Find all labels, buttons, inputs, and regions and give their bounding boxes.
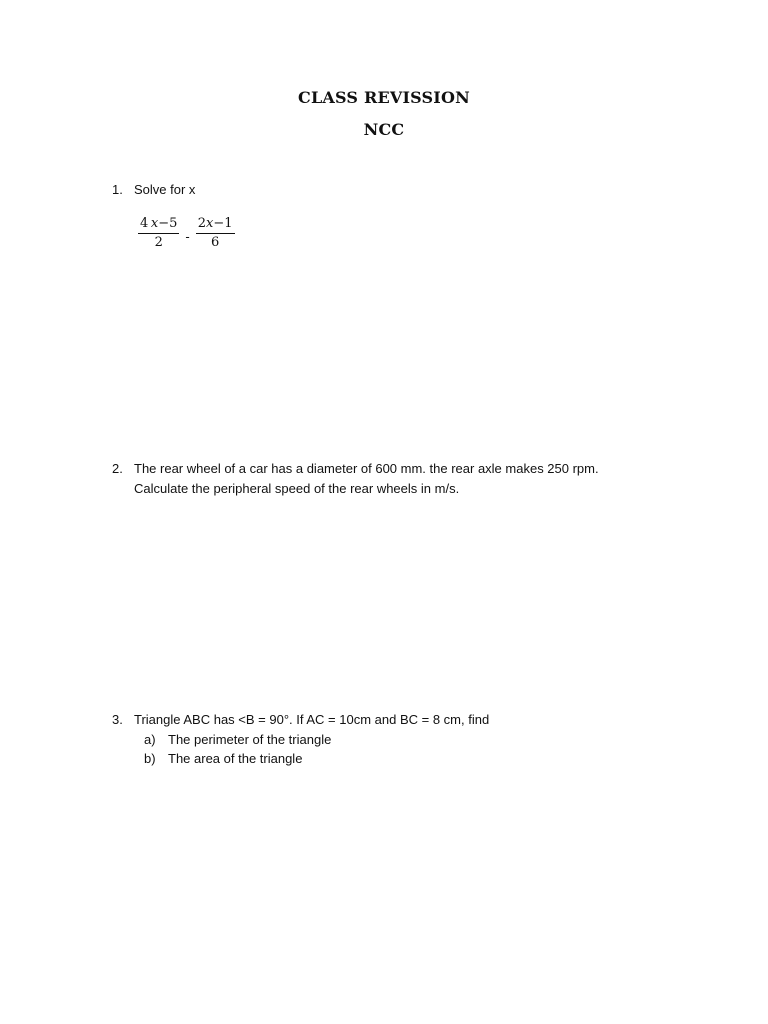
fraction-2-numerator [196, 216, 235, 234]
question-2 [112, 459, 599, 499]
fraction-2-coefficient: 2 [197, 216, 207, 231]
question-1-text: Solve for x [134, 182, 196, 197]
fraction-1 [138, 216, 179, 251]
question-3-part-b [144, 749, 331, 768]
question-3-text: Triangle ABC has <B = 90°. If AC = 10cm and BC = 8 cm, find [134, 712, 490, 727]
part-b-letter: b) [144, 751, 156, 766]
question-3-part-a [144, 730, 331, 749]
question-2-line-2: Calculate the peripheral speed of the rear wheels in m/s. [134, 481, 460, 496]
question-3-parts [144, 730, 331, 768]
question-2-line-1: The rear wheel of a car has a diameter of 600 mm. the rear axle makes 250 rpm. [134, 461, 599, 476]
question-1-number: 1. [112, 182, 123, 197]
document-title: CLASS REVISSION [298, 88, 470, 107]
part-a-text: The perimeter of the triangle [168, 732, 332, 747]
minus-operator: - [185, 229, 190, 244]
fraction-2 [196, 216, 235, 251]
fraction-1-numerator [138, 216, 179, 234]
question-1-expression [138, 216, 235, 251]
part-b-text: The area of the triangle [168, 751, 303, 766]
document-subtitle: NCC [363, 120, 405, 139]
fraction-1-denominator: 2 [154, 235, 163, 250]
fraction-1-variable: x [150, 216, 159, 231]
fraction-2-constant: −1 [213, 216, 233, 231]
fraction-1-coefficient: 4 [140, 216, 149, 231]
question-3 [112, 710, 489, 730]
question-3-number: 3. [112, 712, 123, 727]
fraction-2-denominator: 6 [211, 235, 220, 250]
part-a-letter: a) [144, 732, 156, 747]
fraction-1-constant: −5 [158, 216, 178, 231]
question-2-number: 2. [112, 461, 123, 476]
question-1 [112, 180, 195, 200]
fraction-2-variable: x [206, 216, 214, 231]
